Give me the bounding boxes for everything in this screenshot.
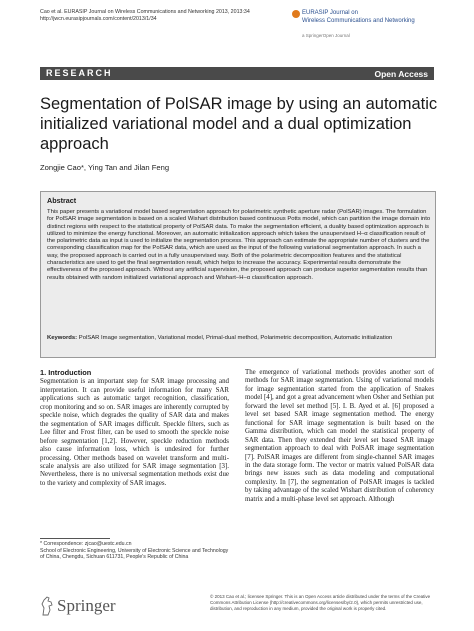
abstract-box: [40, 191, 436, 358]
citation-header: [40, 9, 300, 23]
author-list: Zongjie Cao*, Ying Tan and Jilan Feng: [40, 163, 170, 172]
journal-logo: [292, 10, 452, 44]
journal-name: [302, 10, 452, 25]
open-access-label: Open Access: [374, 68, 428, 79]
keywords-label: Keywords:: [47, 335, 78, 341]
article-title: Segmentation of PolSAR image by using an automatic initialized variational model and a dual optimization approach: [40, 95, 438, 153]
correspondence: * Correspondence: zjcao@uestc.edu.cn: [40, 541, 132, 547]
springer-horse-icon: [40, 596, 54, 616]
footnote: [40, 541, 230, 561]
article-type-banner: [40, 67, 434, 80]
keywords: [47, 335, 431, 342]
springer-logo: [40, 595, 140, 619]
journal-publisher: a SpringerOpen Journal: [302, 33, 350, 38]
citation-line: Cao et al. EURASIP Journal on Wireless Communications and Networking 2013, 2013:34: [40, 9, 250, 15]
body-column-right: [245, 369, 434, 504]
abstract-text: This paper presents a variational model based segmentation approach for polarimetric synthetic aperture radar (PolSAR) images. The formulation for PolSAR image segmentation is based on a scaled Wishart distribution based continuous Potts model, which can partition the image domain into distinct regions with respect to the statistical property of PolSAR data. To make the segmentation efficient, a duality based optimization approach is utilized to minimize the energy functional. Moreover, an automatic initialization approach which takes the unsupervised H–α classification result of the polarimetric data as input is used to initialize the segmentation process. This approach can estimate the appropriate number of clusters and the corresponding classification map for the PolSAR data, which are used as the input of the following variational segmentation approach. In such a way, the proposed approach is carried out in a fully unsupervised way. Both of the polarimetric decomposition features and the statistical characteristics are used to get the final segmentation result, which helps to increase the accuracy. Experimental results demonstrate the effectiveness of the proposed approach. Without any artificial supervision, the proposed approach can produce superior segmentation results than results obtained with random initialized variational approach and Wishart–H–α classification approach.: [47, 209, 431, 281]
keywords-text: PolSAR Image segmentation, Variational model, Primal-dual method, Polarimetric decomposition, Automatic initialization: [78, 335, 393, 341]
paragraph: Segmentation is an important step for SAR image processing and interpretation. It can provide useful information for many SAR applications such as automatic target recognition, classification, crop monitoring and so on. SAR images are inherently corrupted by speckle noise, which degrades the quality of SAR data and makes the segmentation of SAR images difficult. Speckle filters, such as Lee filter and Frost filter, can be used to smooth the speckle noise before segmentation [1,2]. However, speckle reduction methods also cause information loss, which is undesired for further processing. Other methods based on wavelet transform and multi-scale analysis are also utilized for SAR image segmentation [3]. Nevertheless, there is no universal segmentation methods exist due to the variety and complexity of SAR images.: [40, 378, 229, 487]
section-heading: 1. Introduction: [40, 368, 92, 377]
license-statement: © 2013 Cao et al.; licensee Springer. This is an Open Access article distributed under the terms of the Creative Commons Attribution License (http://creativecommons.org/licenses/by/2.0), which permits unrestricted use, distribution, and reproduction in any medium, provided the original work is properly cited.: [210, 594, 431, 611]
footnote-divider: [40, 538, 110, 539]
journal-name-line2: Wireless Communications and Networking: [302, 17, 415, 24]
body-column-left: [40, 369, 229, 488]
citation-url[interactable]: http://jwcn.eurasipjournals.com/content/2013/1/34: [40, 16, 157, 22]
journal-name-line1: EURASIP Journal on: [302, 10, 358, 16]
affiliation: School of Electronic Engineering, University of Electronic Science and Technology of China, Chengdu, Sichuan 611731, People's Republic of China: [40, 547, 229, 561]
article-type-label: RESEARCH: [46, 68, 113, 78]
paragraph: The emergence of variational methods provides another sort of methods for SAR image segmentation. Using of variational models for image segmentation started from the application of Snakes model [4], and got a great advancement when Osher and Sethian put forward the level set method [5]. I. B. Ayed et al. [6] proposed a level set based SAR image segmentation method. The energy functional for SAR image segmentation is built based on the Gamma distribution, which can model the statistical property of SAR data. Then they extended their level set based SAR image segmentation approach to deal with PolSAR image segmentation [7]. PolSAR images are different from single-channel SAR images in the data storage form. The vector or matrix valued PolSAR data brings new issues such as data modeling and computational complexity. In [7], the segmentation of PolSAR images is tackled by taking advantage of the scaled Wishart distribution of coherency matrix and a multi-phase level set approach. Although: [245, 369, 434, 503]
springer-wordmark: Springer: [57, 596, 116, 615]
abstract-heading: Abstract: [47, 196, 77, 205]
eurasip-logo-icon: [292, 10, 300, 18]
